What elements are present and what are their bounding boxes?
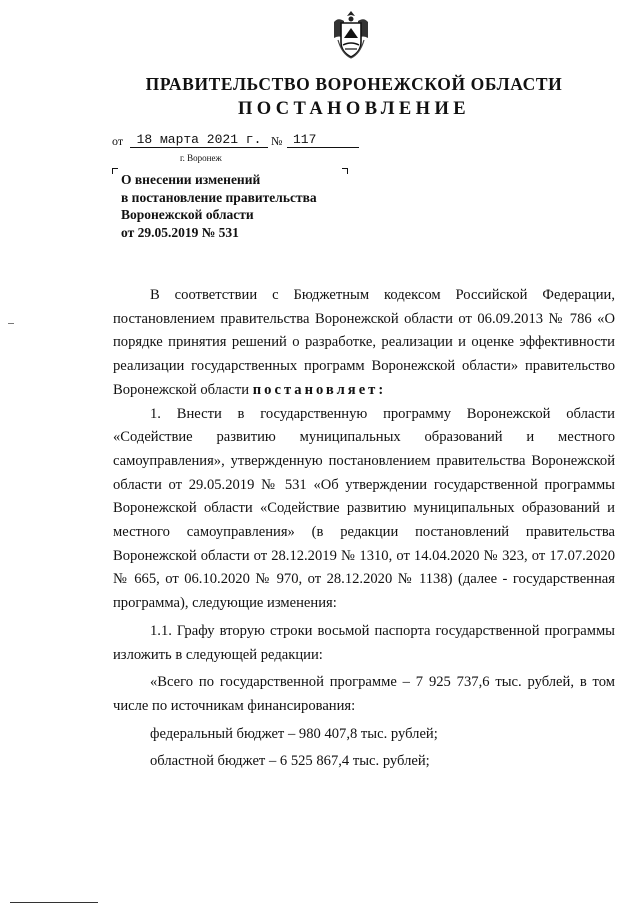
regional-budget-line: областной бюджет – 6 525 867,4 тыс. рублей; [150, 753, 430, 770]
item-1-paragraph: 1. Внести в государственную программу Воронежской области «Содействие развитию муниципальных образований и местного самоуправления», утвержденную постановлением правительства Воронежской области от 29.05.2019 № 531 «Об утверждении государственной программы Воронежской области «Содействие развитию муниципальных образований и местного самоуправления» (в редакции постановлений правительства Воронежской области от 28.12.2019 № 1310, от 14.04.2020 № 323, от 17.07.2020 № 665, от 06.10.2020 № 970, от 28.12.2020 № 1138) (далее - государственная программа), следующие изменения: [113, 405, 615, 612]
preamble-text: В соответствии с Бюджетным кодексом Российской Федерации, постановлением правительства Воронежской области от 06.09.2013 № 786 «О порядке принятия решений о разработке, реализации и оценке эффективности реализации государственных программ Воронежской области» правительство Воронежской области [113, 287, 615, 398]
city-label: г. Воронеж [180, 153, 222, 163]
funding-total-paragraph: «Всего по государственной программе – 7 925 737,6 тыс. рублей, в том числе по источникам финансирования: [113, 674, 615, 714]
footer-divider [10, 902, 98, 903]
decree-date: 18 марта 2021 г. [130, 132, 268, 148]
subject-bracket-left [112, 168, 118, 174]
decree-body [113, 284, 615, 774]
subject-line: Воронежской области [121, 207, 254, 222]
margin-mark [8, 323, 14, 324]
number-prefix: № [271, 134, 283, 148]
decree-subject [121, 171, 361, 241]
document-type: ПОСТАНОВЛЕНИЕ [237, 99, 470, 119]
subject-line: в постановление правительства [121, 189, 317, 205]
subject-line: от 29.05.2019 № 531 [121, 224, 239, 240]
decree-word: постановляет: [252, 381, 387, 398]
date-prefix: от [112, 134, 124, 148]
subject-line: О внесении изменений [121, 172, 261, 187]
coat-of-arms-icon [330, 8, 372, 60]
federal-budget-line: федеральный бюджет – 980 407,8 тыс. рублей; [150, 725, 438, 742]
item-1-1-paragraph: 1.1. Графу вторую строки восьмой паспорта государственной программы изложить в следующей редакции: [113, 622, 615, 663]
government-title: ПРАВИТЕЛЬСТВО ВОРОНЕЖСКОЙ ОБЛАСТИ [145, 74, 563, 94]
decree-number: 117 [287, 132, 359, 148]
preamble-paragraph [113, 284, 615, 403]
